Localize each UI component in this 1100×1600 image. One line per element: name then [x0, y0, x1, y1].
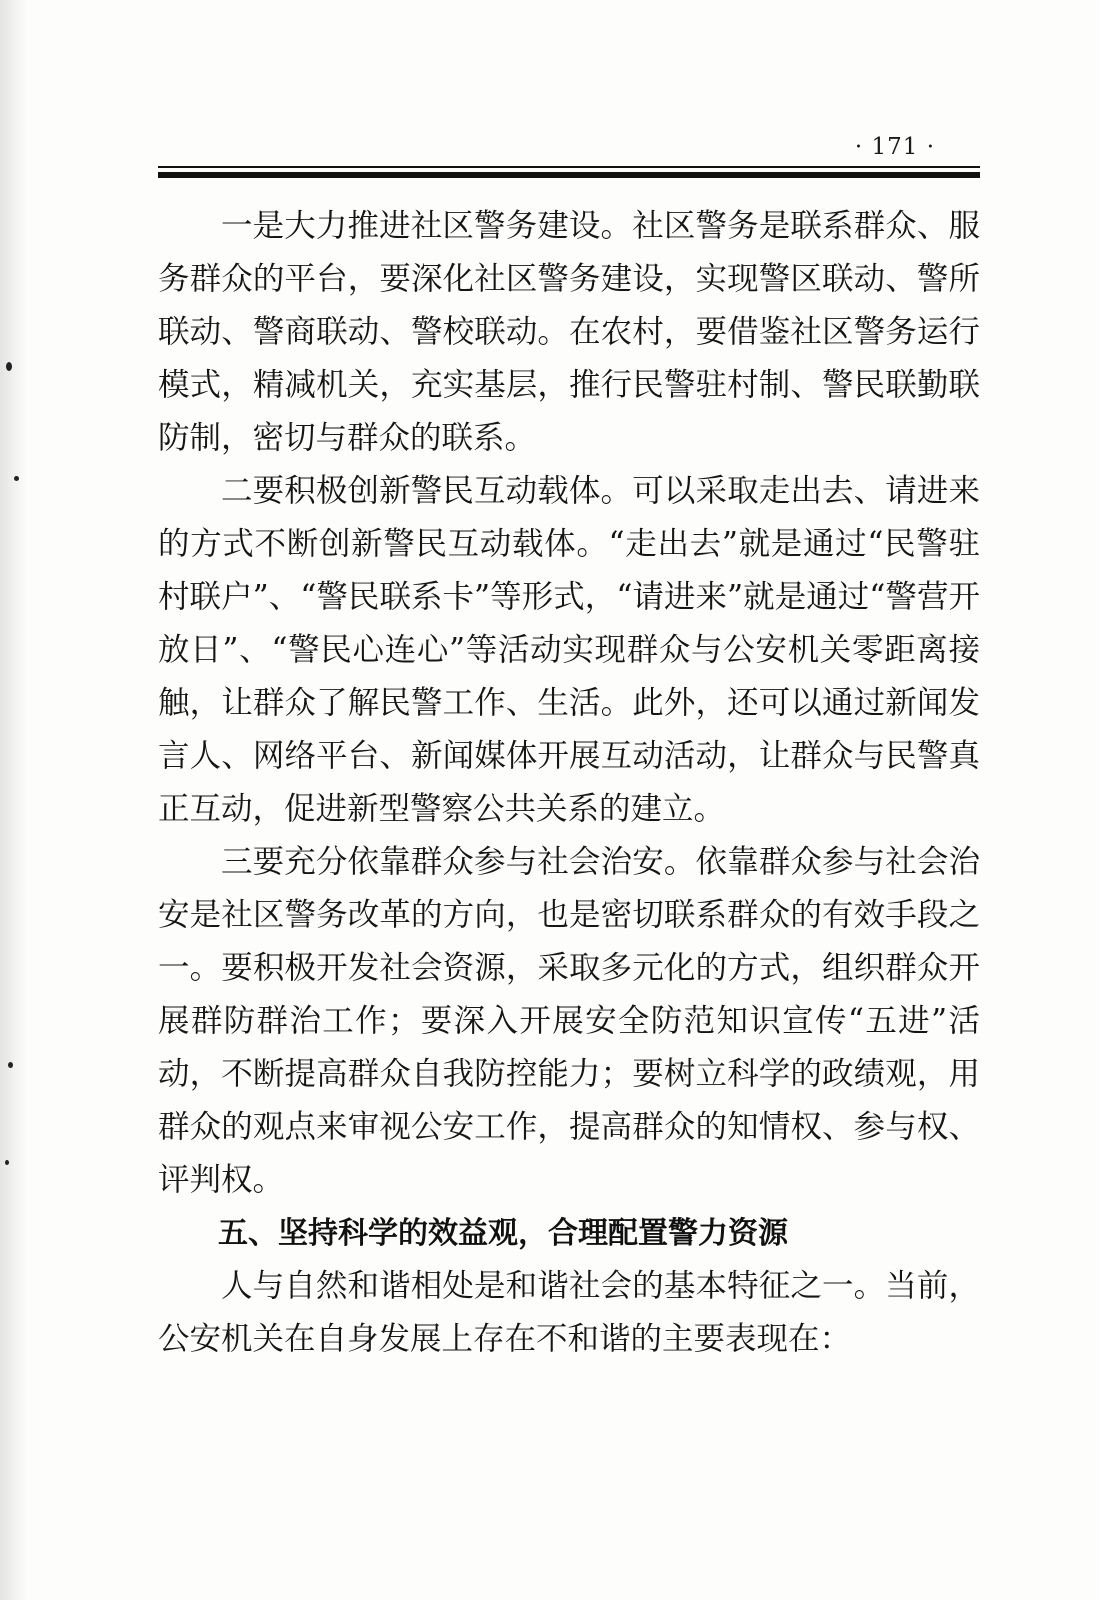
paragraph: 三要充分依靠群众参与社会治安。依靠群众参与社会治安是社区警务改革的方向，也是密切联系群众的有效手段之一。要积极开发社会资源，采取多元化的方式，组织群众开展群防群治工作；要深入开展安全防范知识宣传“五进”活动，不断提高群众自我防控能力；要树立科学的政绩观，用群众的观点来审视公安工作，提高群众的知情权、参与权、评判权。	[158, 844, 980, 1198]
header-rule-thin	[158, 166, 980, 168]
header-rule-thick	[158, 172, 980, 178]
body-text	[158, 200, 980, 1366]
scan-speck	[8, 1062, 13, 1068]
paragraph: 二要积极创新警民互动载体。可以采取走出去、请进来的方式不断创新警民互动载体。“走出去”就是通过“民警驻村联户”、“警民联系卡”等形式，“请进来”就是通过“警营开放日”、“警民心连心”等活动实现群众与公安机关零距离接触，让群众了解民警工作、生活。此外，还可以通过新闻发言人、网络平台、新闻媒体开展互动活动，让群众与民警真正互动，促进新型警察公共关系的建立。	[158, 473, 980, 827]
scan-speck	[5, 1160, 9, 1165]
paragraph: 人与自然和谐相处是和谐社会的基本特征之一。当前，公安机关在自身发展上存在不和谐的主要表现在：	[158, 1268, 980, 1357]
scan-speck	[14, 476, 19, 481]
scan-speck	[6, 362, 12, 371]
page-number: · 171 ·	[854, 134, 936, 160]
section-heading: 五、坚持科学的效益观，合理配置警力资源	[218, 1216, 788, 1251]
paragraph: 一是大力推进社区警务建设。社区警务是联系群众、服务群众的平台，要深化社区警务建设，实现警区联动、警所联动、警商联动、警校联动。在农村，要借鉴社区警务运行模式，精减机关，充实基层，推行民警驻村制、警民联勤联防制，密切与群众的联系。	[158, 208, 980, 456]
page-gutter-shadow	[0, 0, 28, 1600]
